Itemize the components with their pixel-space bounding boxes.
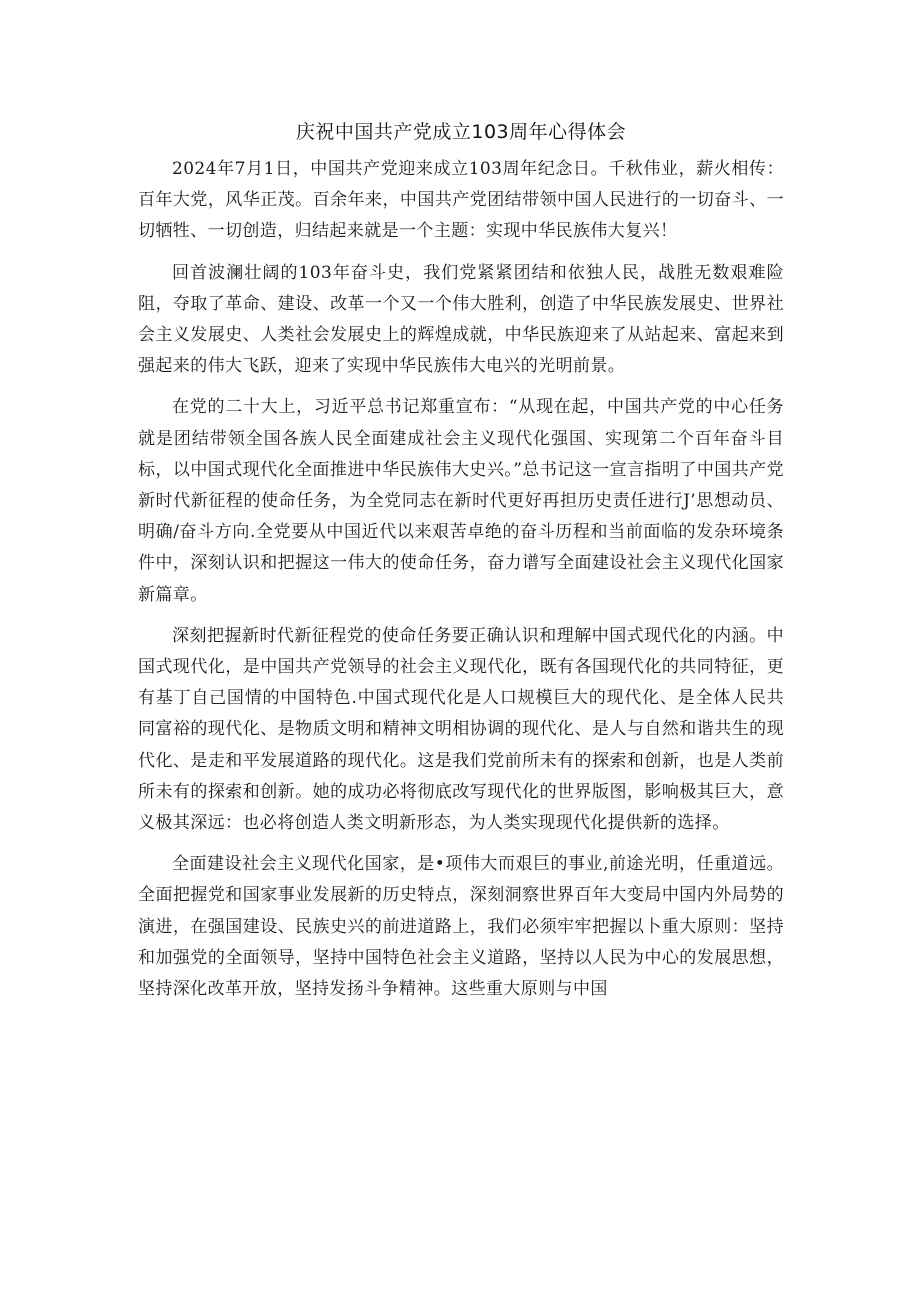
paragraph-1: 2024年7月1日，中国共产党迎来成立103周年纪念日。千秋伟业，薪火相传：百年大党，风华正茂。百余年来，中国共产党团结带领中国人民进行的一切奋斗、一切牺牲、一切创造，归结起来就是一个主题：实现中华民族伟大复兴！ <box>138 159 784 242</box>
paragraph-3: 在党的二十大上，习近平总书记郑重宣布：“从现在起，中国共产党的中心任务就是团结带领全国各族人民全面建成社会主义现代化强国、实现第二个百年奋斗目标，以中国式现代化全面推进中华民族伟大史兴。”总书记这一宣言指明了中国共产党新时代新征程的使命任务，为全党同志在新时代更好再担历史责任进行J’思想动员、明确/奋斗方向.全党要从中国近代以来艰苦卓绝的奋斗历程和当前面临的发杂环境条件中，深刻认识和把握这一伟大的使命任务，奋力谱写全面建设社会主义现代化国家新篇章。 <box>138 397 784 605</box>
paragraph-5: 全面建设社会主义现代化国家，是•项伟大而艰巨的事业,前途光明，任重道远。全面把握党和国家事业发展新的历史特点，深刻洞察世界百年大变局中国内外局势的演进，在强国建设、民族史兴的前进道路上，我们必须牢牢把握以卜重大原则：坚持和加强党的全面领导，坚持中国特色社会主义道路，坚持以人民为中心的发展思想，坚持深化改革开放，坚持发扬斗争精神。这些重大原则与中国 <box>138 854 784 1000</box>
paragraph-4: 深刻把握新时代新征程党的使命任务要正确认识和理解中国式现代化的内涵。中国式现代化，是中国共产党领导的社会主义现代化，既有各国现代化的共同特征，更有基丁自己国情的中国特色.中国式现代化是人口规模巨大的现代化、是全体人民共同富裕的现代化、是物质文明和精神文明相协调的现代化、是人与自然和谐共生的现代化、是走和平发展道路的现代化。这是我们党前所未有的探索和创新，也是人类前所未有的探索和创新。她的成功必将彻底改写现代化的世界版图，影响极其巨大，意义极其深远：也必将创造人类文明新形态，为人类实现现代化提供新的选择。 <box>138 625 784 834</box>
document-title: 庆祝中国共产党成立103周年心得体会 <box>295 121 627 143</box>
paragraph-2: 回首波澜壮阔的103年奋斗史，我们党紧紧团结和依独人民，战胜无数艰难险阻，夺取了革命、建设、改革一个又一个伟大胜利，创造了中华民族发展史、世界社会主义发展史、人类社会发展史上的辉煌成就，中华民族迎来了从站起来、富起来到强起来的伟大飞跃，迎来了实现中华民族伟大电兴的光明前景。 <box>138 262 784 377</box>
